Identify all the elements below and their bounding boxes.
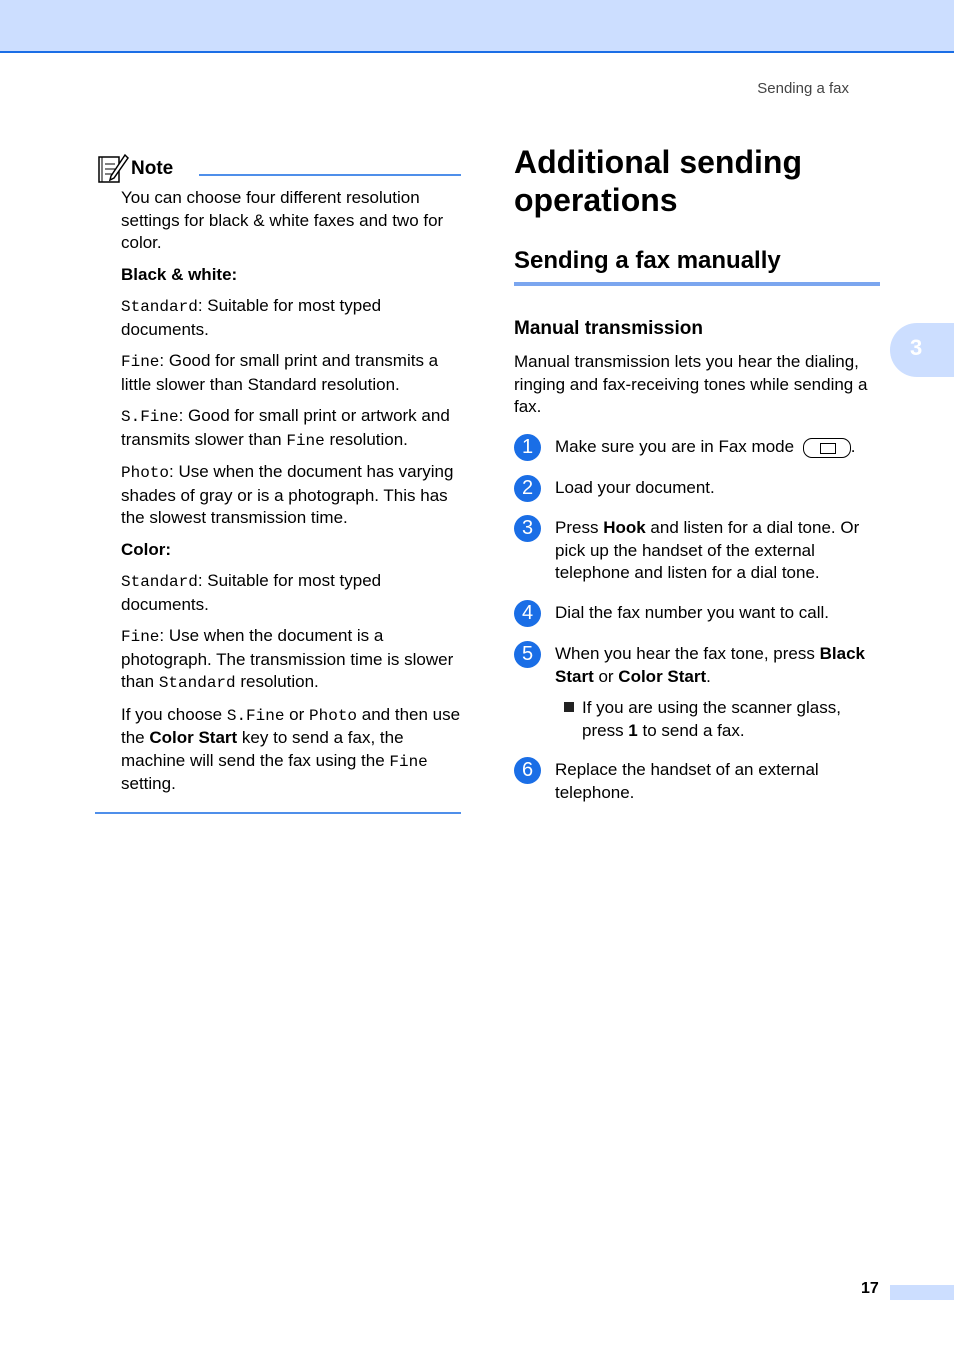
- note-body: [121, 187, 463, 805]
- bw-item-fine: Fine: Good for small print and transmits a little slower than Standard resolution.: [121, 351, 439, 394]
- bw-heading: Black & white:: [121, 264, 238, 284]
- color-heading: Color:: [121, 539, 172, 559]
- step-number: 1: [514, 434, 541, 461]
- bullet-text: If you are using the scanner glass, press 1 to send a fax.: [582, 698, 841, 740]
- note-title: Note: [131, 158, 174, 179]
- running-title: Sending a fax: [757, 80, 849, 97]
- bw-item-photo: Photo: Use when the document has varying shades of gray or is a photograph. This has the slowest transmission time.: [121, 462, 454, 527]
- section-heading: Sending a fax manually: [514, 247, 781, 274]
- bw-item-standard: Standard: Suitable for most typed documents.: [121, 296, 382, 339]
- step-text: Make sure you are in Fax mode .: [555, 437, 856, 456]
- note-icon: [97, 152, 129, 184]
- step-text: Press Hook and listen for a dial tone. Or pick up the handset of the external telephone and listen for a dial tone.: [555, 518, 860, 582]
- step-number: 5: [514, 641, 541, 668]
- chapter-tab: [890, 323, 954, 377]
- step-number: 2: [514, 475, 541, 502]
- step-text: Dial the fax number you want to call.: [555, 603, 830, 622]
- step-text: Replace the handset of an external telephone.: [555, 760, 819, 802]
- step-number: 3: [514, 515, 541, 542]
- color-item-standard: Standard: Suitable for most typed documents.: [121, 571, 382, 614]
- step-number: 4: [514, 600, 541, 627]
- section-rule: [514, 282, 880, 286]
- subsection-heading: Manual transmission: [514, 318, 703, 339]
- step-number: 6: [514, 757, 541, 784]
- note-box: [95, 150, 461, 815]
- step-text: Load your document.: [555, 478, 715, 497]
- color-item-fine: Fine: Use when the document is a photograph. The transmission time is slower than Standard resolution.: [121, 626, 454, 692]
- intro-paragraph: Manual transmission lets you hear the dialing, ringing and fax-receiving tones while sending a fax.: [514, 352, 868, 416]
- page-title: Additional sending operations: [514, 144, 802, 218]
- bw-item-sfine: S.Fine: Good for small print or artwork and transmits slower than Fine resolution.: [121, 406, 450, 450]
- chapter-number: 3: [910, 335, 923, 360]
- note-bottom-rule: [95, 812, 461, 814]
- step-text: When you hear the fax tone, press Black Start or Color Start.: [555, 644, 865, 686]
- fax-mode-icon: [803, 438, 851, 458]
- note-top-rule: [199, 174, 461, 176]
- top-band: [0, 0, 954, 53]
- square-bullet-icon: [564, 702, 574, 712]
- note-intro: You can choose four different resolution settings for black & white faxes and two for color.: [121, 188, 444, 252]
- note-closing: If you choose S.Fine or Photo and then use the Color Start key to send a fax, the machine will send the fax using the Fine setting.: [121, 704, 461, 793]
- page-number-bar: [890, 1285, 954, 1300]
- page-number: 17: [861, 1280, 879, 1297]
